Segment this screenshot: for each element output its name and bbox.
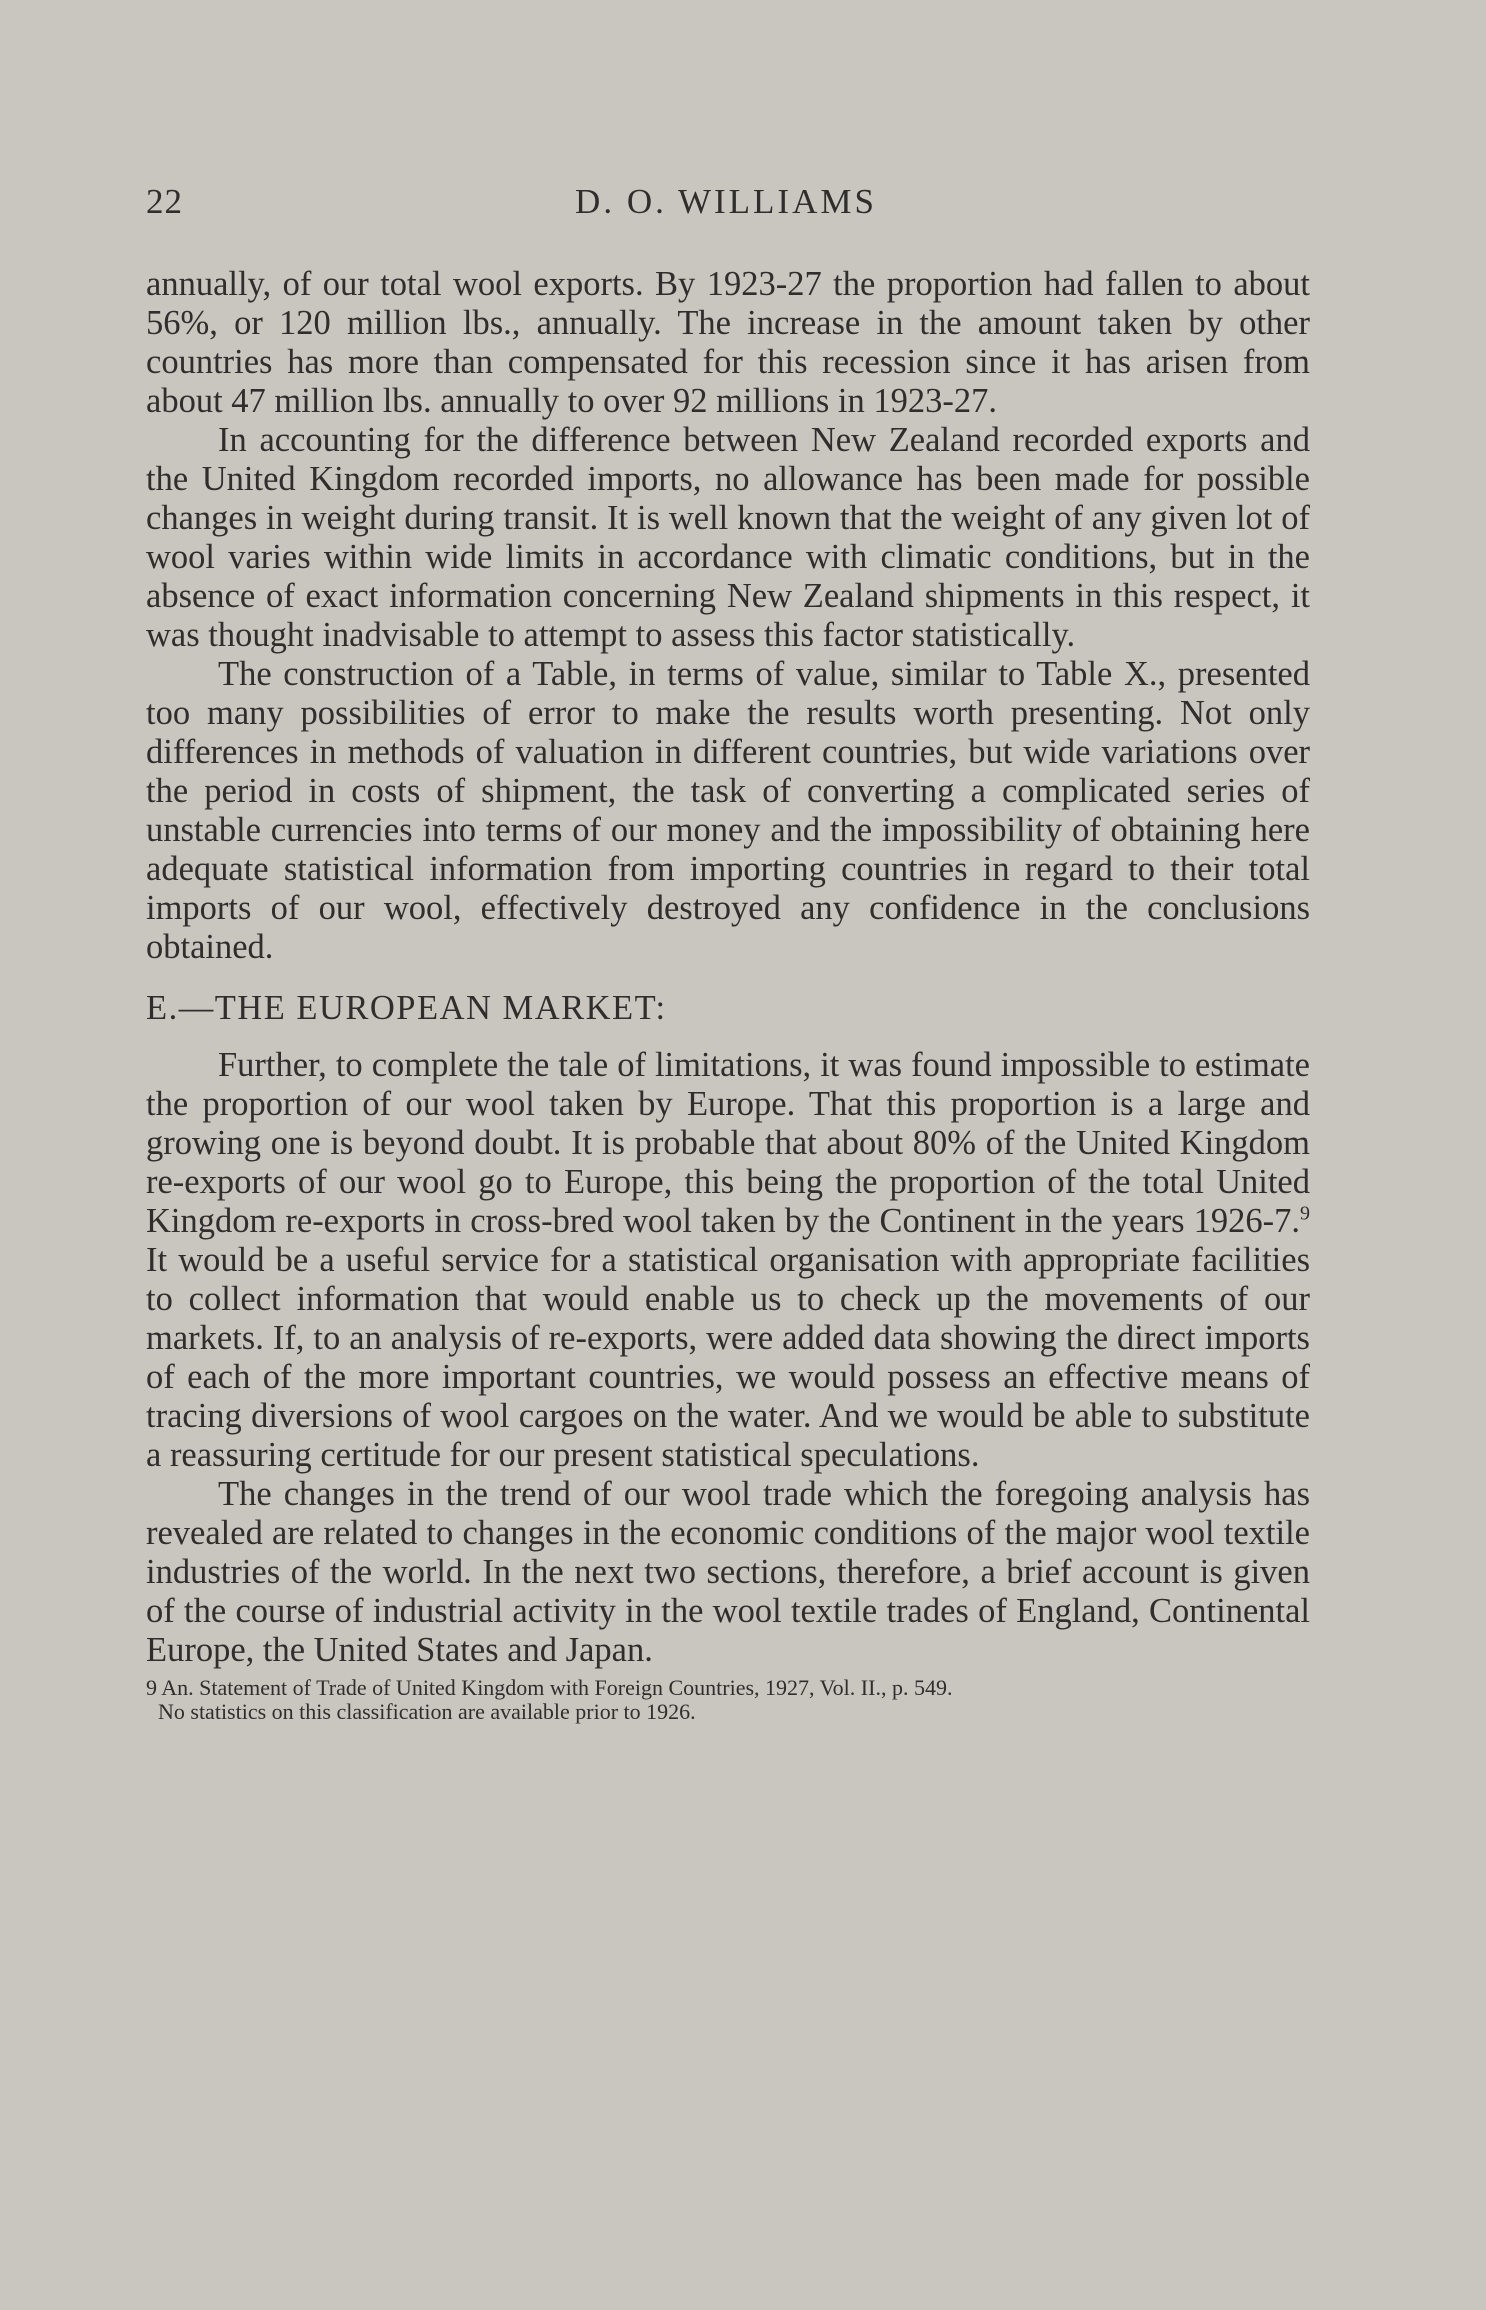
section-heading: E.—THE EUROPEAN MARKET: [146, 989, 667, 1027]
paragraph-4-text-a: Further, to complete the tale of limitations, it was found impossible to estimate the proportion of our wool taken by Europe. That this proportion is a large and growing one is beyond doubt. It is probable that about 80% of the United Kingdom re-exports of our wool go to Europe, this being the proportion of the total United Kingdom re-exports in cross-bred wool taken by the Continent in the years 1926-7. [146, 1046, 1310, 1240]
page-number: 22 [146, 182, 183, 221]
footnote-line-2: No statistics on this classification are available prior to 1926. [158, 1699, 696, 1724]
paragraph-4-text-b: It would be a useful service for a statistical organisation with appropriate facilities to collect information that would enable us to check up the movements of our markets. If, to an analysis of re-exports, were added data showing the direct imports of each of the more important countries, we would possess an effective means of tracing diversions of wool cargoes on the water. And we would be able to substitute a reassuring certitude for our present statistical speculations. [146, 1241, 1310, 1474]
paragraph-2: In accounting for the difference between New Zealand recorded exports and the United Kingdom recorded imports, no allowance has been made for possible changes in weight during transit. It is well known that the weight of any given lot of wool varies within wide limits in accordance with climatic conditions, but in the absence of exact information concerning New Zealand shipments in this respect, it was thought inadvisable to attempt to assess this factor statistically. [146, 421, 1310, 654]
footnote-marker: 9 [1300, 1202, 1310, 1225]
paragraph-3: The construction of a Table, in terms of value, similar to Table X., presented too many possibilities of error to make the results worth presenting. Not only differences in methods of valuation in different countries, but wide variations over the period in costs of shipment, the task of converting a complicated series of unstable currencies into terms of our money and the impossibility of obtaining here adequate statistical information from importing countries in regard to their total imports of our wool, effectively destroyed any confidence in the conclusions obtained. [146, 655, 1310, 966]
running-title: D. O. WILLIAMS [575, 182, 877, 221]
paragraph-1: annually, of our total wool exports. By 1923-27 the proportion had fallen to about 56%, or 120 million lbs., annually. The increase in the amount taken by other countries has more than compensated for this recession since it has arisen from about 47 million lbs. annually to over 92 millions in 1923-27. [146, 265, 1310, 420]
body-text [146, 265, 1310, 1724]
running-head [146, 182, 1306, 232]
footnote-line-1: 9 An. Statement of Trade of United Kingdom with Foreign Countries, 1927, Vol. II., p. 549. [146, 1675, 953, 1700]
footnote [146, 1676, 1310, 1724]
paragraph-5: The changes in the trend of our wool trade which the foregoing analysis has revealed are related to changes in the economic conditions of the major wool textile industries of the world. In the next two sections, therefore, a brief account is given of the course of industrial activity in the wool textile trades of England, Continental Europe, the United States and Japan. [146, 1475, 1310, 1669]
paragraph-4 [146, 1046, 1310, 1475]
